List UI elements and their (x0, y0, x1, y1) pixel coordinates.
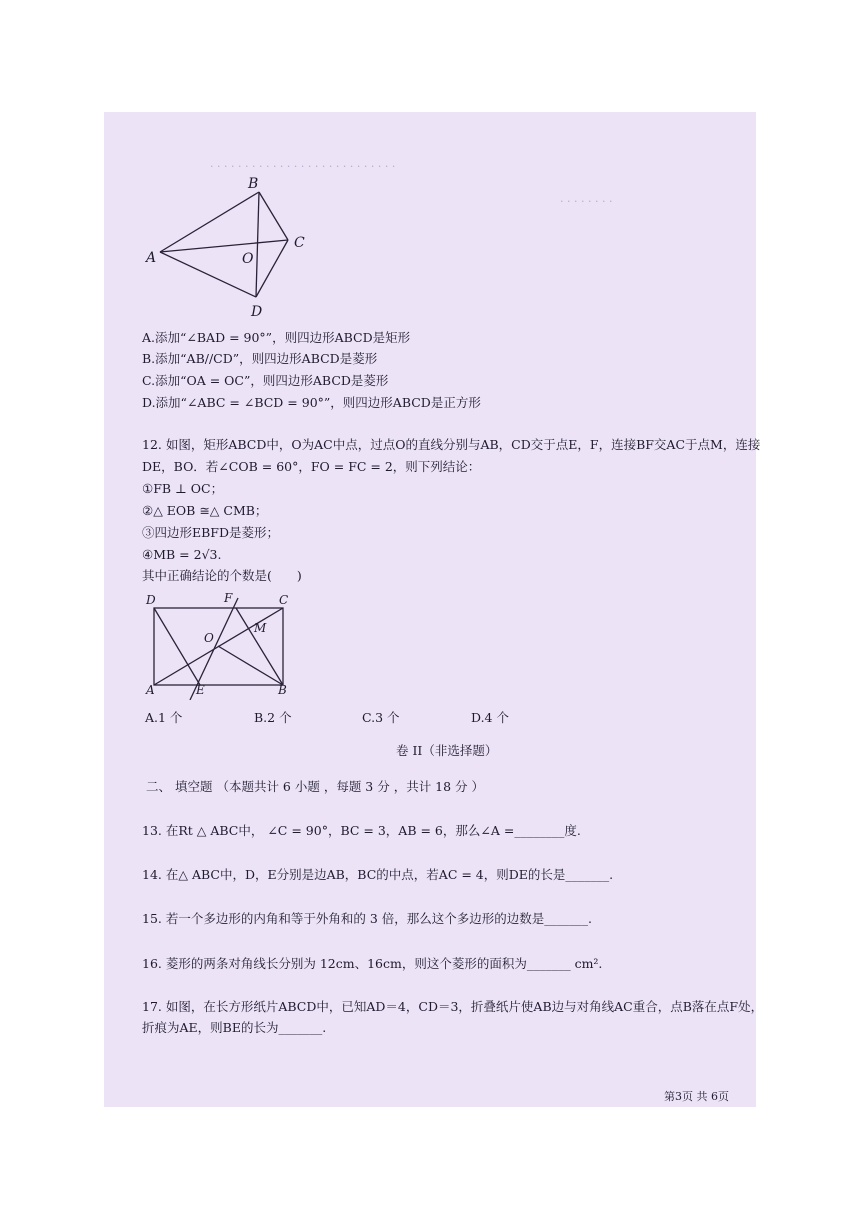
question-17-line2: 折痕为AE，则BE的长为_______. (142, 1020, 327, 1035)
side-BC (259, 192, 288, 240)
question-15: 15. 若一个多边形的内角和等于外角和的 3 倍，那么这个多边形的边数是_______. (142, 911, 592, 926)
label-B: B (278, 683, 287, 697)
label-M: M (254, 621, 267, 635)
q11-option-a: A.添加“∠BAD = 90°”，则四边形ABCD是矩形 (142, 330, 411, 345)
label-O: O (242, 251, 254, 267)
bleed-through-text: · · · · · · · · (560, 195, 613, 208)
question-14: 14. 在△ ABC中，D，E分别是边AB，BC的中点，若AC = 4，则DE的长是_______. (142, 867, 614, 882)
q11-option-b: B.添加“AB//CD”，则四边形ABCD是菱形 (142, 351, 378, 366)
segment-DE (154, 608, 200, 685)
bleed-through-text: · · · · · · · · · · · · · · · · · · · · · · · · · · · (210, 160, 396, 173)
label-O: O (204, 631, 214, 645)
label-C: C (294, 235, 305, 251)
q12-statement-4: ④MB = 2√3. (142, 547, 222, 562)
page-footer: 第3页 共 6页 (664, 1090, 729, 1103)
question-17-line1: 17. 如图，在长方形纸片ABCD中，已知AD＝4，CD＝3，折叠纸片使AB边与对角线AC重合，点B落在点F处， (142, 999, 764, 1014)
diagonal-AC (160, 240, 288, 252)
section-title: 卷 II（非选择题） (396, 743, 498, 758)
side-AB (160, 192, 259, 252)
q12-stem-line2: DE，BO．若∠COB = 60°，FO = FC = 2，则下列结论： (142, 459, 481, 474)
section2-heading: 二、 填空题 （本题共计 6 小题 ，每题 3 分 ，共计 18 分 ） (146, 779, 485, 794)
q12-stem-line1: 12. 如图，矩形ABCD中，O为AC中点，过点O的直线分别与AB，CD交于点E，F，连接BF交AC于点M，连接 (142, 437, 761, 452)
label-A: A (146, 250, 157, 266)
label-A: A (146, 683, 155, 697)
q12-option-d: D.4 个 (471, 710, 509, 725)
q12-option-b: B.2 个 (254, 710, 292, 725)
q12-statement-3: ③四边形EBFD是菱形； (142, 525, 280, 540)
segment-BO (218, 646, 283, 685)
side-CD (256, 240, 288, 297)
label-E: E (196, 683, 205, 697)
question-13: 13. 在Rt △ ABC中， ∠C = 90°，BC = 3，AB = 6，那么∠A =________度. (142, 823, 581, 838)
q12-option-c: C.3 个 (362, 710, 400, 725)
label-C: C (279, 593, 289, 607)
q11-option-c: C.添加“OA = OC”，则四边形ABCD是菱形 (142, 373, 389, 388)
label-D: D (146, 593, 156, 607)
q12-option-a: A.1 个 (145, 710, 183, 725)
quadrilateral-diagram (138, 170, 318, 320)
q12-statement-2: ②△ EOB ≅△ CMB； (142, 503, 268, 518)
question-16: 16. 菱形的两条对角线长分别为 12cm、16cm，则这个菱形的面积为_______ cm². (142, 956, 603, 971)
rectangle-diagram (140, 590, 300, 700)
q11-option-d: D.添加“∠ABC = ∠BCD = 90°”，则四边形ABCD是正方形 (142, 395, 481, 410)
label-F: F (224, 591, 233, 605)
diagonal-BD (256, 192, 259, 297)
label-D: D (251, 304, 263, 320)
q12-statement-1: ①FB ⊥ OC； (142, 481, 224, 496)
label-B: B (248, 176, 259, 192)
segment-BF (236, 608, 283, 685)
q12-question: 其中正确结论的个数是( ) (142, 568, 302, 583)
